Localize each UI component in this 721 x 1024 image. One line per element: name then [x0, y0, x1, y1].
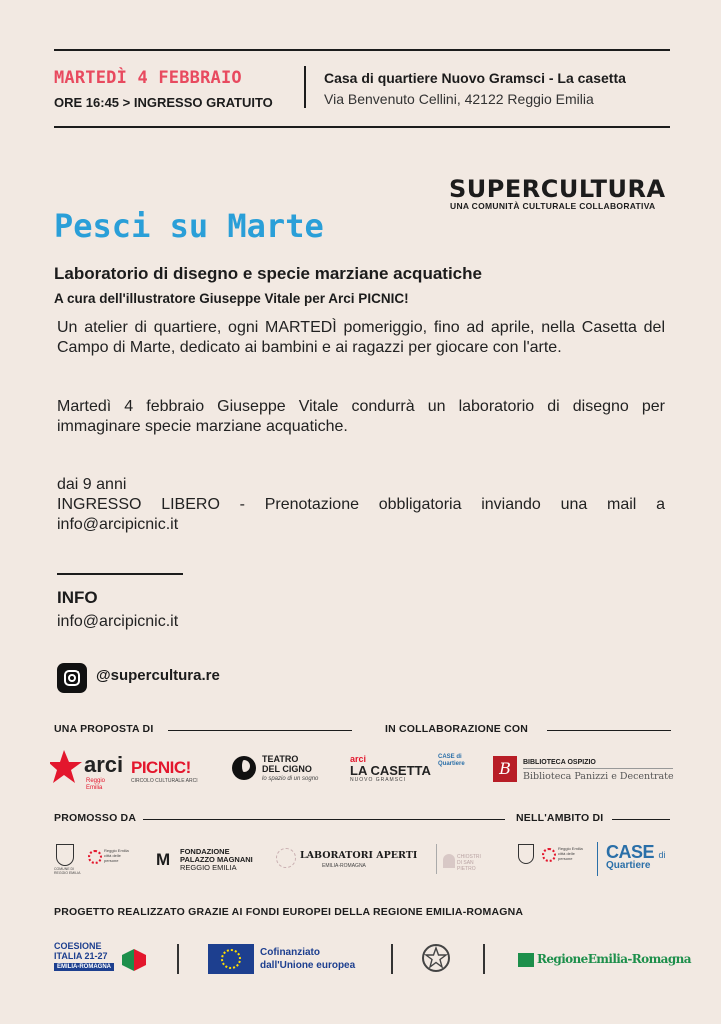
event-subtitle: Laboratorio di disegno e specie marziane acquatiche [54, 264, 482, 283]
biblioteca-logo: B BIBLIOTECA OSPIZIO Biblioteca Panizzi e Decentrate [493, 756, 677, 784]
section-within: NELL'AMBITO DI [516, 812, 604, 824]
eu-flag-icon [208, 944, 254, 974]
coesione-italia-logo: COESIONE ITALIA 21-27 EMILIA-ROMAGNA [54, 941, 146, 975]
section-proposal: UNA PROPOSTA DI [54, 723, 154, 735]
case-di-quartiere-small-logo: CASE di Quartiere [438, 754, 465, 767]
chiostri-logo: CHIOSTRI DI SAN PIETRO [436, 844, 486, 874]
description-paragraph-2: Martedì 4 febbraio Giuseppe Vitale condurrà un laboratorio di disegno per immaginare specie marziane acquatiche. [57, 398, 665, 435]
supercultura-logo: SUPERCULTURA [449, 175, 666, 203]
venue-name: Casa di quartiere Nuovo Gramsci - La casetta [324, 70, 626, 86]
booking-text: INGRESSO LIBERO - Prenotazione obbligatoria inviando una mail a info@arcipicnic.it [57, 496, 665, 533]
funding-statement: PROGETTO REALIZZATO GRAZIE AI FONDI EUROPEI DELLA REGIONE EMILIA-ROMAGNA [54, 906, 524, 918]
arci-logo: arci Reggio Emilia [50, 748, 120, 786]
age-range: dai 9 anni [57, 476, 127, 493]
eu-cofinanziato-logo: Cofinanziato dall'Unione europea [208, 944, 368, 974]
event-curator: A cura dell'illustratore Giuseppe Vitale per Arci PICNIC! [54, 291, 409, 306]
section-rule [612, 819, 670, 820]
info-email[interactable]: info@arcipicnic.it [57, 613, 179, 630]
section-rule [143, 819, 505, 820]
booking-info [57, 475, 665, 535]
info-heading: INFO [57, 588, 98, 607]
top-rule [54, 49, 670, 51]
header-bottom-rule [54, 126, 670, 128]
section-rule [547, 730, 671, 731]
comune-reggio-emilia-logo-2: Reggio Emilia città delle persone [516, 842, 590, 874]
venue-address: Via Benvenuto Cellini, 42122 Reggio Emilia [324, 91, 594, 107]
divider [483, 944, 485, 974]
section-collaboration: IN COLLABORAZIONE CON [385, 723, 529, 735]
header-divider [304, 66, 306, 108]
divider [177, 944, 179, 974]
info-rule [57, 573, 183, 575]
section-promoted: PROMOSSO DA [54, 812, 137, 824]
instagram-icon[interactable] [57, 663, 87, 693]
regione-emilia-romagna-logo: RegioneEmilia-Romagna [518, 951, 670, 971]
description-paragraph: Un atelier di quartiere, ogni MARTEDÌ pomeriggio, fino ad aprile, nella Casetta del Campo di Marte, dedicato ai bambini e ai ragazzi per giocare con l'arte. [57, 319, 665, 356]
la-casetta-logo: arci LA CASETTA NUOVO GRAMSCI [350, 754, 431, 783]
event-date: MARTEDÌ 4 FEBBRAIO [54, 68, 242, 88]
event-time: ORE 16:45 > INGRESSO GRATUITO [54, 95, 273, 110]
supercultura-tagline: UNA COMUNITÀ CULTURALE COLLABORATIVA [450, 201, 656, 211]
picnic-logo: PICNIC! CIRCOLO CULTURALE ARCI [131, 758, 198, 784]
instagram-handle[interactable]: @supercultura.re [96, 667, 220, 684]
case-di-quartiere-logo: CASE di Quartiere [597, 842, 667, 876]
event-title: Pesci su Marte [54, 207, 324, 245]
comune-reggio-emilia-logo: COMUNE DI REGGIO EMILIA Reggio Emilia città delle persone [54, 842, 134, 874]
divider [391, 944, 393, 974]
italian-republic-emblem-icon [420, 942, 452, 974]
section-rule [168, 730, 352, 731]
